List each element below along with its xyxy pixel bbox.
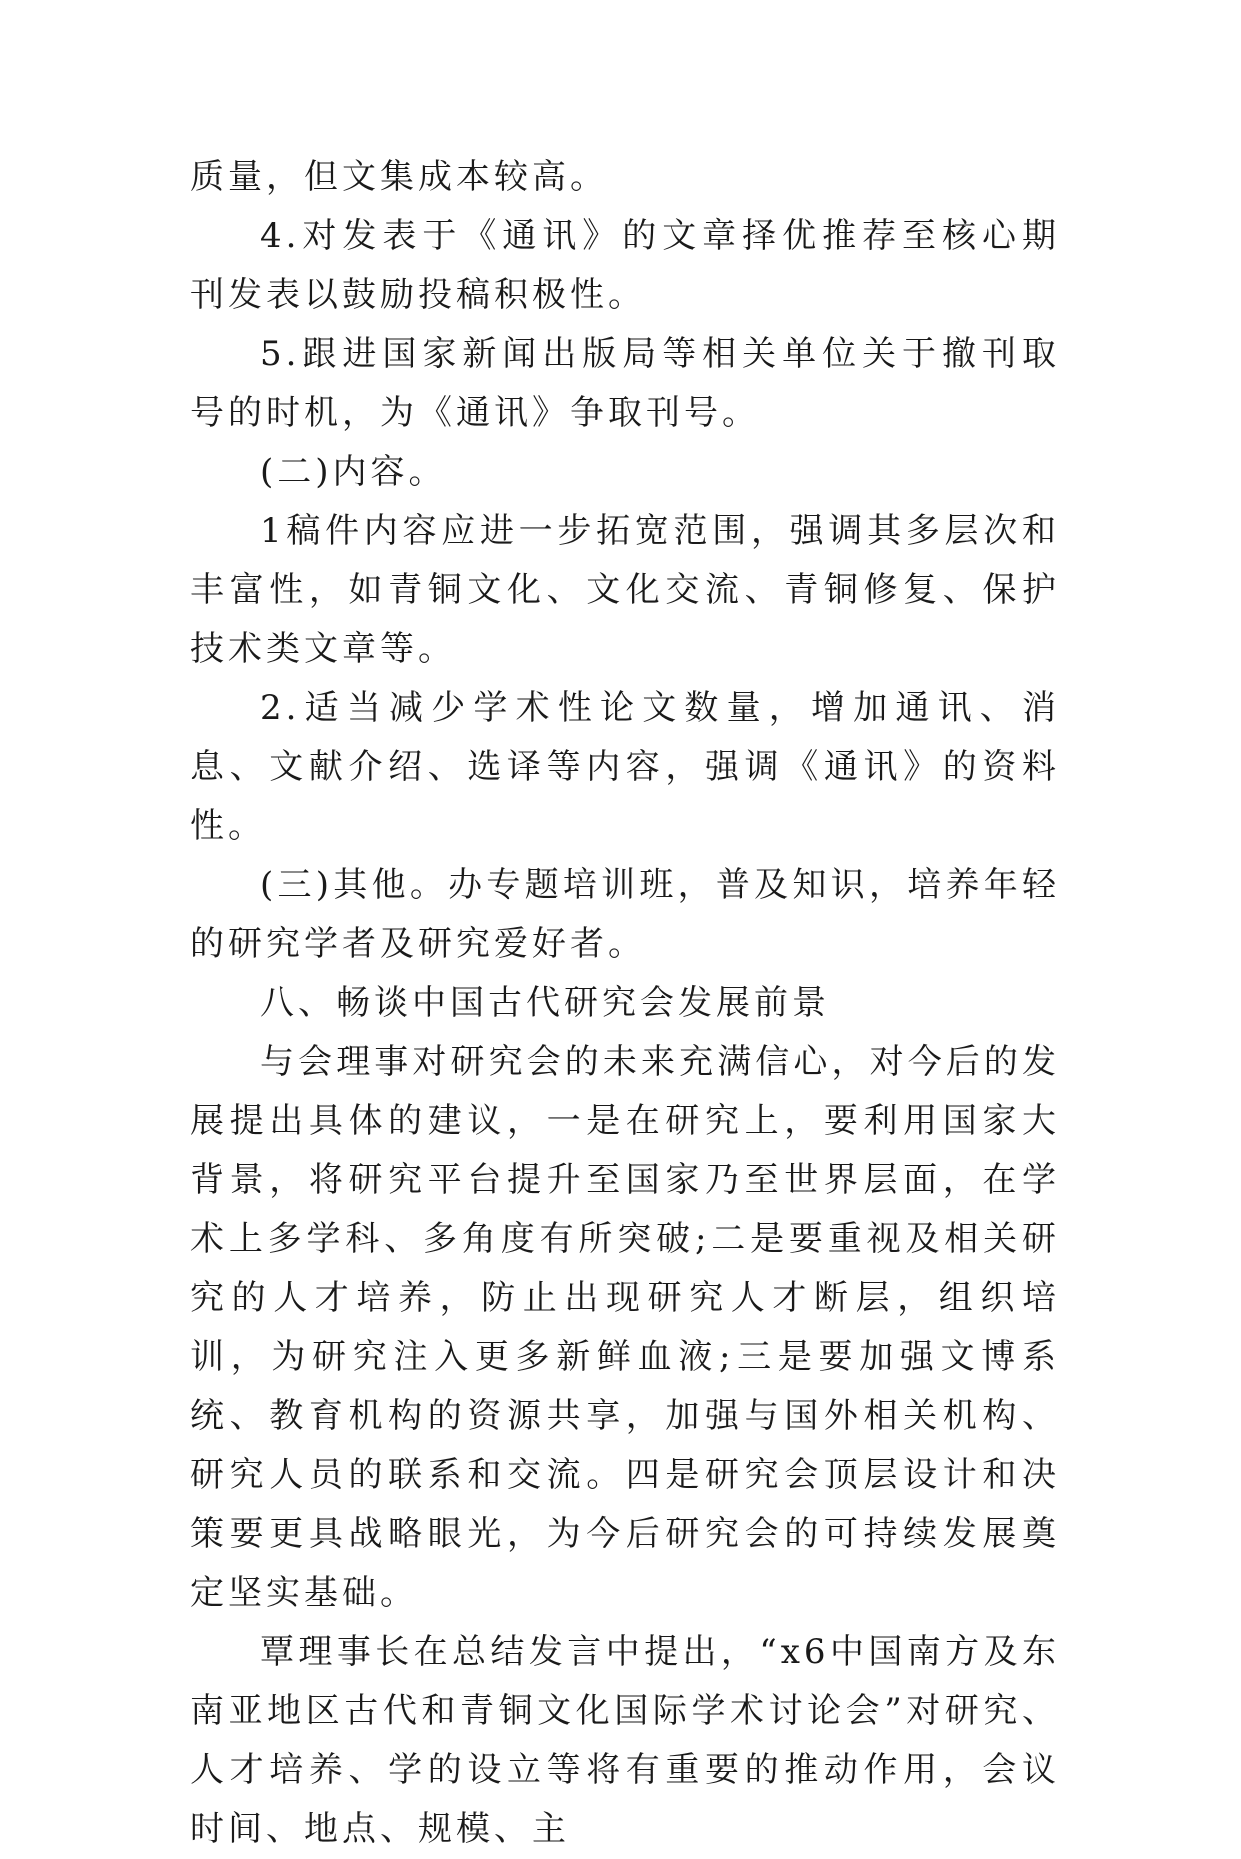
document-body — [190, 148, 1060, 1859]
section-heading-content: (二)内容。 — [260, 452, 447, 492]
section-heading-prospects: 八、畅谈中国古代研究会发展前景 — [260, 983, 830, 1023]
paragraph-suggestions: 与会理事对研究会的未来充满信心，对今后的发展提出具体的建议，一是在研究上，要利用国家大背景，将研究平台提升至国家乃至世界层面，在学术上多学科、多角度有所突破;二是要重视及相关研究的人才培养，防止出现研究人才断层，组织培训，为研究注入更多新鲜血液;三是要加强文博系统、教育机构的资源共享，加强与国外相关机构、研究人员的联系和交流。四是研究会顶层设计和决策要更具战略眼光，为今后研究会的可持续发展奠定坚实基础。 — [190, 1042, 1060, 1613]
paragraph-content-1: 1稿件内容应进一步拓宽范围，强调其多层次和丰富性，如青铜文化、文化交流、青铜修复、保护技术类文章等。 — [190, 511, 1060, 669]
paragraph-content-2: 2.适当减少学术性论文数量，增加通讯、消息、文献介绍、选译等内容，强调《通讯》的资料性。 — [190, 688, 1060, 846]
paragraph-quality-cost: 质量，但文集成本较高。 — [190, 157, 608, 197]
paragraph-section-other: (三)其他。办专题培训班，普及知识，培养年轻的研究学者及研究爱好者。 — [190, 865, 1060, 964]
paragraph-summary: 覃理事长在总结发言中提出，“x6中国南方及东南亚地区古代和青铜文化国际学术讨论会”对研究、人才培养、学的设立等将有重要的推动作用，会议时间、地点、规模、主 — [190, 1632, 1060, 1849]
paragraph-item-5: 5.跟进国家新闻出版局等相关单位关于撤刊取号的时机，为《通讯》争取刊号。 — [190, 334, 1060, 433]
paragraph-item-4: 4.对发表于《通讯》的文章择优推荐至核心期刊发表以鼓励投稿积极性。 — [190, 216, 1060, 315]
